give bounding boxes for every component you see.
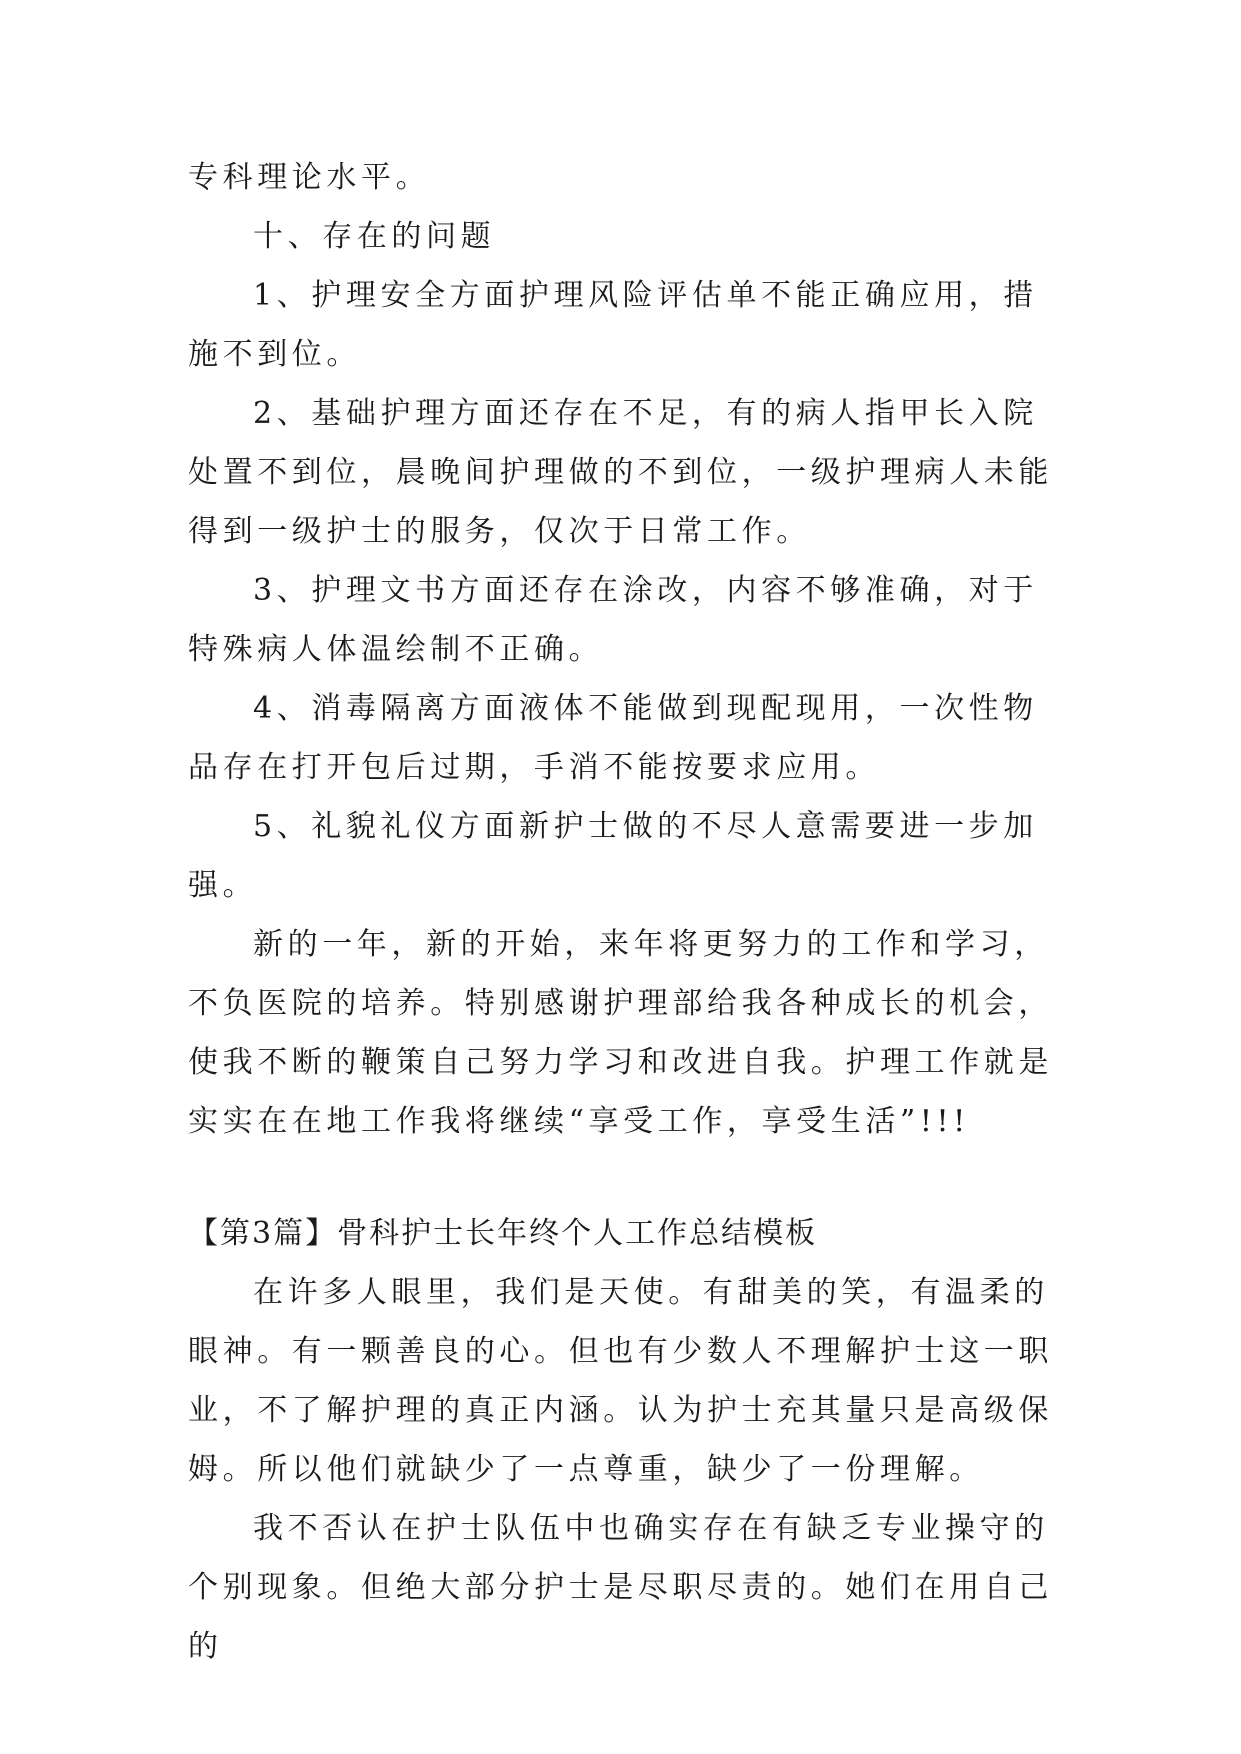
article-title: 【第3篇】骨科护士长年终个人工作总结模板 bbox=[188, 1216, 818, 1251]
paragraph-item-3: 3、护理文书方面还存在涂改，内容不够准确，对于特殊病人体温绘制不正确。 bbox=[188, 573, 1038, 667]
section-heading-problems: 十、存在的问题 bbox=[253, 219, 496, 254]
paragraph-continuation: 专科理论水平。 bbox=[188, 160, 431, 195]
paragraph-item-5: 5、礼貌礼仪方面新护士做的不尽人意需要进一步加强。 bbox=[188, 809, 1038, 903]
paragraph-item-1: 1、护理安全方面护理风险评估单不能正确应用，措施不到位。 bbox=[188, 278, 1038, 372]
document-body bbox=[188, 148, 1068, 1676]
paragraph-item-4: 4、消毒隔离方面液体不能做到现配现用，一次性物品存在打开包后过期，手消不能按要求应用。 bbox=[188, 691, 1038, 785]
paragraph-item-2: 2、基础护理方面还存在不足，有的病人指甲长入院处置不到位，晨晚间护理做的不到位，一级护理病人未能得到一级护士的服务，仅次于日常工作。 bbox=[188, 396, 1053, 549]
paragraph-body: 我不否认在护士队伍中也确实存在有缺乏专业操守的个别现象。但绝大部分护士是尽职尽责的。她们在用自己的 bbox=[188, 1511, 1053, 1664]
paragraph-closing: 新的一年，新的开始，来年将更努力的工作和学习，不负医院的培养。特别感谢护理部给我各种成长的机会，使我不断的鞭策自己努力学习和改进自我。护理工作就是实实在在地工作我将继续“享受工作，享受生活”!!! bbox=[188, 927, 1053, 1139]
paragraph-intro: 在许多人眼里，我们是天使。有甜美的笑，有温柔的眼神。有一颗善良的心。但也有少数人不理解护士这一职业，不了解护理的真正内涵。认为护士充其量只是高级保姆。所以他们就缺少了一点尊重，缺少了一份理解。 bbox=[188, 1275, 1053, 1487]
section-gap bbox=[188, 1151, 1068, 1204]
